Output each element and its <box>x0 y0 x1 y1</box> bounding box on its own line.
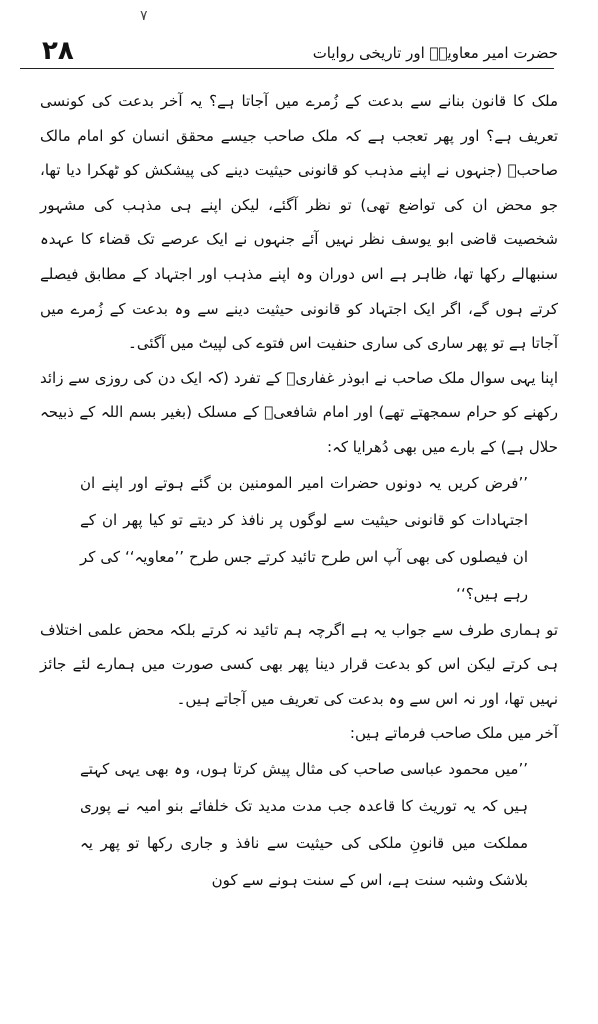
page-body <box>40 84 558 899</box>
paragraph-1: ملک کا قانون بنانے سے بدعت کے زُمرے میں آجاتا ہے؟ یہ آخر بدعت کی کونسی تعریف ہے؟ اور پھر تعجب ہے کہ ملک صاحب جیسے محقق انسان کو امام مالک صاحبؒ (جنہوں نے اپنے مذہب کو قانونی حیثیت دینے کی پیشکش کو ٹھکرا دیا تھا، جو محض ان کی تواضع تھی) تو نظر آگئے، لیکن اپنے ہی مذہب کی مشہور شخصیت قاضی ابو یوسف نظر نہیں آئے جنہوں نے ایک عرصے تک قضاء کا عہدہ سنبھالے رکھا تھا، ظاہر ہے اس دوران وہ اپنے مذہب اور اجتہاد کے مطابق فیصلے کرتے ہوں گے، اگر ایک اجتہاد کو قانونی حیثیت دینے سے وہ بدعت کے زُمرے میں آجاتا ہے تو پھر ساری کی ساری حنفیت اس فتوے کی لپیٹ میں آگئی۔ <box>40 92 558 353</box>
paragraph-4: آخر میں ملک صاحب فرماتے ہیں: <box>349 724 558 743</box>
page-header <box>20 28 558 68</box>
page-number: ۲۸ <box>42 36 74 66</box>
paragraph-3: تو ہماری طرف سے جواب یہ ہے اگرچہ ہم تائید نہ کرتے بلکہ محض علمی اختلاف ہی کرتے لیکن اس کو بدعت قرار دینا پھر بھی کسی صورت میں ہمارے لئے جائز نہیں تھا، اور نہ اس سے وہ بدعت کی تعریف میں آجاتے ہیں۔ <box>40 620 558 708</box>
block-quote-1: ’’فرض کریں یہ دونوں حضرات امیر المومنین بن گئے ہوتے اور اپنے ان اجتہادات کو قانونی حیثیت سے لوگوں پر نافذ کر دیتے تو کیا پھر ان کے ان فیصلوں کی بھی آپ اس طرح تائید کرتے جس طرح ’’معاویہ‘‘ کی کر رہے ہیں؟‘‘ <box>80 473 528 603</box>
paragraph-2: اپنا یہی سوال ملک صاحب نے ابوذر غفاریؓ کے تفرد (کہ ایک دن کی روزی سے زائد رکھنے کو حرام سمجھتے تھے) اور امام شافعیؒ کے مسلک (بغیر بسم اللہ کے ذبیحہ حلال ہے) کے بارے میں بھی دُھرایا کہ: <box>40 368 558 456</box>
header-rule <box>20 68 554 69</box>
running-title: حضرت امیر معاویہؓ اور تاریخی روایات <box>312 44 558 62</box>
margin-mark: ٧ <box>140 8 148 24</box>
block-quote-2: ’’میں محمود عباسی صاحب کی مثال پیش کرتا ہوں، وہ بھی یہی کہتے ہیں کہ یہ توریث کا قاعدہ جب مدت مدید تک خلفائے بنو امیہ نے پوری مملکت میں قانونِ ملکی کی حیثیت سے نافذ و جاری رکھا تو پھر یہ بلاشک وشبہ سنت ہے، اس کے سنت ہونے سے کون <box>80 759 528 889</box>
